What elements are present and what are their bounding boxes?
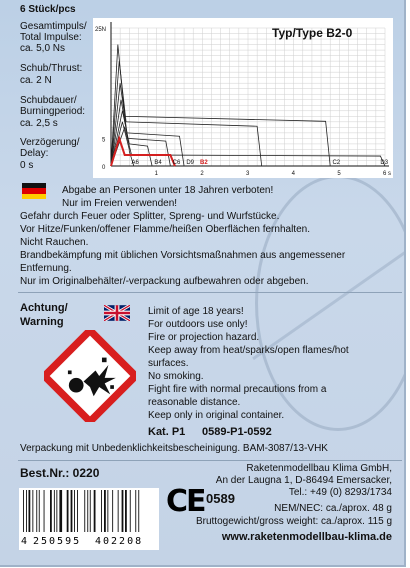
warning-en-line: Fire or projection hazard.: [148, 332, 260, 343]
warning-de-line: Nicht Rauchen.: [20, 237, 89, 248]
barcode-bar: [32, 490, 33, 532]
company-phone: Tel.: +49 (0) 8293/1734: [288, 487, 392, 498]
y-tick-label: 25N: [95, 27, 107, 33]
spec-thrust-label: Schub/Thrust:: [20, 63, 83, 74]
y-tick-label: 0: [102, 165, 106, 171]
x-tick-label: 6 s: [383, 171, 392, 177]
curve-label: B2: [200, 160, 208, 166]
x-tick-label: 4: [291, 171, 296, 177]
curve-label: C6: [172, 160, 181, 166]
barcode-bar: [90, 490, 91, 532]
curve-label: D9: [186, 160, 195, 166]
barcode-digits-right: 402208: [95, 536, 144, 547]
barcode-bar: [138, 490, 139, 532]
barcode-bar: [135, 490, 136, 532]
barcode-bar: [26, 490, 27, 532]
warning-en-line: Keep away from heat/sparks/open flames/hot: [148, 345, 349, 356]
warning-en-line: Limit of age 18 years!: [148, 306, 244, 317]
spec-thrust-value: ca. 2 N: [20, 75, 52, 86]
barcode-bar: [71, 490, 73, 532]
barcode-bar: [122, 490, 124, 532]
barcode-bars: [19, 488, 159, 534]
barcode-bar: [59, 490, 62, 532]
barcode-bar: [44, 490, 45, 532]
barcode-bar: [87, 490, 88, 532]
pieces-count: 6 Stück/pcs: [20, 4, 76, 15]
divider: [18, 460, 402, 461]
website-link[interactable]: www.raketenmodellbau-klima.de: [221, 531, 392, 543]
warning-en-line: surfaces.: [148, 358, 189, 369]
uk-flag-icon: [104, 305, 130, 321]
warning-de-line: Nur im Originalbehälter/-verpackung aufbewahren oder abgeben.: [20, 276, 309, 287]
gross-weight: Bruttogewicht/gross weight: ca./aprox. 115 g: [195, 516, 392, 527]
barcode-bar: [36, 490, 37, 532]
x-tick-label: 1: [154, 171, 159, 177]
spec-total-impulse-value: ca. 5,0 Ns: [20, 43, 66, 54]
barcode-bar: [94, 490, 96, 532]
curve-label: D3: [380, 160, 389, 166]
warning-de-age: Abgabe an Personen unter 18 Jahren verboten!: [62, 185, 274, 196]
company-address: An der Laugna 1, D-86494 Emersacker,: [215, 475, 392, 486]
barcode: [19, 488, 159, 550]
barcode-bar: [50, 490, 52, 532]
kat-label: Kat. P1: [148, 426, 186, 438]
barcode-bar: [112, 490, 113, 532]
barcode-bar: [56, 490, 57, 532]
barcode-bar: [107, 490, 108, 532]
net-weight: NEM/NEC: ca./aprox. 48 g: [274, 503, 392, 514]
barcode-bar: [29, 490, 31, 532]
x-tick-label: 2: [200, 171, 204, 177]
ce-number: 0589: [206, 491, 235, 506]
warning-de-line: Entfernung.: [20, 263, 72, 274]
warning-en-line: Fight fire with normal precautions from a: [148, 384, 327, 395]
spec-delay-value: 0 s: [20, 160, 34, 171]
spec-delay-de: Verzögerung/: [20, 137, 80, 148]
packaging-note: Verpackung mit Unbedenklichkeitsbescheinigung. BAM-3087/13-VHK: [20, 443, 328, 454]
motor-type: Typ/Type B2-0: [272, 26, 353, 40]
barcode-bar: [74, 490, 75, 532]
x-tick-label: 3: [246, 171, 250, 177]
barcode-digits-left: 250595: [33, 536, 82, 547]
warning-en-line: Keep only in original container.: [148, 410, 285, 421]
spec-burn-de: Schubdauer/: [20, 95, 77, 106]
barcode-bar: [39, 490, 40, 532]
company-name: Raketenmodellbau Klima GmbH,: [246, 463, 392, 474]
curve-label: B4: [154, 160, 162, 166]
warning-de-line: Brandbekämpfung mit üblichen Vorsichtsmaßnahmen aus angemessener: [20, 250, 346, 261]
spec-delay-en: Delay:: [20, 148, 49, 159]
spec-burn-en: Burningperiod:: [20, 106, 86, 117]
warning-de-outdoor: Nur im Freien verwenden!: [62, 198, 178, 209]
attention-en: Warning: [20, 316, 64, 328]
barcode-bar: [130, 490, 131, 532]
barcode-bar: [125, 490, 127, 532]
barcode-bar: [104, 490, 106, 532]
spec-total-impulse-de: Gesamtimpuls/: [20, 21, 87, 32]
curve-label: C2: [332, 160, 341, 166]
barcode-bar: [84, 490, 85, 532]
highlighted-curve: [111, 138, 175, 166]
attention-de: Achtung/: [20, 302, 68, 314]
ce-mark: CE: [166, 484, 205, 519]
barcode-bar: [23, 490, 24, 532]
x-tick-label: 5: [337, 171, 341, 177]
divider: [18, 292, 402, 293]
curve-label: A6: [131, 160, 139, 166]
barcode-bar: [101, 490, 102, 532]
barcode-bar: [67, 490, 69, 532]
warning-en-line: For outdoors use only!: [148, 319, 248, 330]
explosive-hazard-icon: [44, 330, 136, 422]
spec-burn-value: ca. 2,5 s: [20, 118, 58, 129]
barcode-digit-first: 4: [21, 536, 28, 547]
spec-total-impulse-en: Total Impulse:: [20, 32, 82, 43]
barcode-bar: [54, 490, 55, 532]
warning-en-line: No smoking.: [148, 371, 204, 382]
thrust-chart: [93, 18, 393, 178]
warning-de-line: Vor Hitze/Funken/offener Flamme/heißen Oberflächen fernhalten.: [20, 224, 310, 235]
thrust-chart-svg: [93, 18, 393, 178]
german-flag-icon: [22, 183, 46, 199]
order-number: Best.Nr.: 0220: [20, 466, 100, 480]
barcode-bar: [118, 490, 119, 532]
warning-en-line: reasonable distance.: [148, 397, 241, 408]
warning-de-line: Gefahr durch Feuer oder Splitter, Spreng- und Wurfstücke.: [20, 211, 280, 222]
barcode-bar: [77, 490, 78, 532]
kat-number: 0589-P1-0592: [202, 426, 272, 438]
y-tick-label: 5: [102, 137, 106, 144]
